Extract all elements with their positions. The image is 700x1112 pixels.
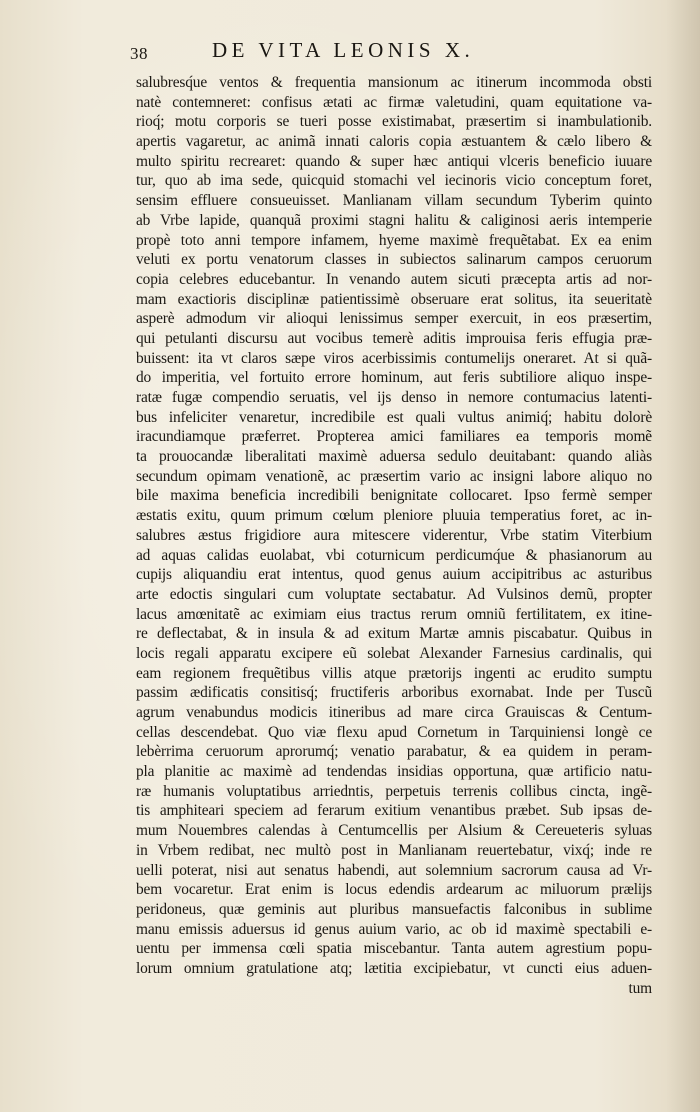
text-line: pla planitie ac maximè ad tendendas insidias opportuna, quæ artificio natu- <box>136 763 652 781</box>
text-line: cupijs aliquandiu erat intentus, quod genus auium accipitribus ac asturibus <box>136 566 652 584</box>
text-line: sensim effluere consueuisset. Manlianam villam secundum Tyberim quinto <box>136 192 652 210</box>
text-line: apertis vagaretur, ac animã innati caloris copia æstuantem & cælo libero & <box>136 133 652 151</box>
text-line: do imperitia, vel fortuito errore hominum, aut feris subtiliore aliquo inspe- <box>136 369 652 387</box>
text-line: ræ humanis voluptatibus arriedntis, perpetuis terrenis collibus cincta, ingẽ- <box>136 782 652 800</box>
text-line: tur, quo ab ima sede, quicquid stomachi vel iecinoris vicio conceptum foret, <box>136 172 652 190</box>
text-line: ad aquas calidas euolabat, vbi coturnicum perdicumq́ue & phasianorum au <box>136 546 652 564</box>
text-line: rioq́; motu corporis se tueri posse existimabat, præsertim si inambulationib. <box>136 113 652 131</box>
text-line: natè contemneret: confisus ætati ac firmæ valetudini, quam equitatione va- <box>136 93 652 111</box>
text-line: re deflectabat, & in insula & ad exitum Martæ amnis piscabatur. Quibus in <box>136 625 652 643</box>
text-line: iracundiamque præferret. Propterea amici familiares ea temporis momẽ <box>136 428 652 446</box>
text-line: agrum venabundus modicis itineribus ad mare circa Grauiscas & Centum- <box>136 704 652 721</box>
text-line: lorum omnium gratulatione atq; lætitia excipiebatur, vt cuncti eius aduen- <box>136 959 652 977</box>
text-line: bem vocaretur. Erat enim is locus edendis ardearum ac miluorum prælijs <box>136 881 652 899</box>
text-line: ratæ fugæ compendio seruatis, vel ijs denso in nemore contumacius latenti- <box>136 389 652 406</box>
text-line: mum Nouembres calendas à Centumcellis per Alsium & Cereueteris syluas <box>136 822 652 840</box>
text-line: ab Vrbe lapide, quanquã proximi stagni halitu & caliginosi aeris intemperie <box>136 211 652 229</box>
text-line: æstatis exitu, quum primum cœlum pleniore pluuia temperatius foret, ac in- <box>136 507 652 525</box>
page-number: 38 <box>130 44 148 63</box>
text-line: ta prouocandæ liberalitati maximè aduersa sedulo deuitabant: quando aliàs <box>136 448 652 466</box>
text-line: salubres æstus frigidiore aura mitescere viderentur, Vrbe statim Viterbium <box>136 526 652 544</box>
text-line: peridoneus, quæ geminis aut pluribus mansuefactis falconibus in sublime <box>136 900 652 918</box>
text-line: salubresq́ue ventos & frequentia mansionum ac itinerum incommoda obsti <box>136 74 652 91</box>
text-line: mam exactioris disciplinæ patientissimè obseruare erat solitus, ita seueritatè <box>136 290 652 308</box>
text-line: eam regionem frequẽtibus villis atque prætorijs ingenti ac erudito sumptu <box>136 664 652 682</box>
text-line: uelli poterat, nisi aut senatus habendi, aut solemnium sacrorum causa ad Vr- <box>136 861 652 879</box>
text-line: qui petulanti discursu aut vocibus temerè aditis improuisa feris effugia præ- <box>136 329 652 347</box>
text-line: secundum opimam venationẽ, ac præsertim vario ac insigni labore aliquo no <box>136 467 652 485</box>
text-line: cellas descendebat. Quo viæ flexu apud Cornetum in Tarquiniensi longè ce <box>136 723 652 741</box>
text-line: manu emissis aduersus id genus auium vario, ac ob id maximè spectabili e- <box>136 920 652 938</box>
body-text <box>136 73 652 998</box>
catchword: tum <box>628 979 652 997</box>
text-line: lebèrrima ceruorum aprorumq́; venatio parabatur, & ea quidem in peram- <box>136 743 652 761</box>
text-line: lacus amœnitatẽ ac eximiam eius tractus rerum omniũ fertilitatem, ex itine- <box>136 605 652 623</box>
text-line: tis amphiteari speciem ad ferarum exitium venantibus præbet. Sub ipsas de- <box>136 802 652 820</box>
page-gutter-shadow <box>666 0 700 1112</box>
text-line: passim ædificatis consitisq́; fructiferis arboribus exornabat. Inde per Tuscũ <box>136 684 652 702</box>
text-line: veluti ex portu venatorum classes in subiectos salinarum campos ceruorum <box>136 251 652 269</box>
text-line: in Vrbem redibat, nec multò post in Manlianam reuertebatur, vixq́; inde re <box>136 841 652 859</box>
text-line: locis regali apparatu excipere eũ solebat Alexander Farnesius cardinalis, qui <box>136 644 652 662</box>
text-line: arte edoctis singulari cum voluptate sectabatur. Ad Vulsinos demũ, propter <box>136 585 652 603</box>
text-line: uentu per immensa cœli spatia miscebantur. Tanta autem agrestium popu- <box>136 940 652 958</box>
running-title: DE VITA LEONIS X. <box>212 38 475 62</box>
text-line: asperè admodum vir alioqui lenissimus semper exercuit, in eos præsertim, <box>136 310 652 328</box>
text-line: buissent: ita vt claros sæpe viros acerbissimis contumelijs oneraret. At si quã- <box>136 349 652 367</box>
text-line: propè toto anni tempore infamem, hyeme maximè frequẽtabat. Ex ea enim <box>136 231 652 249</box>
text-line: bus infeliciter venaretur, incredibile est quali vultus animiq́; habitu dolorè <box>136 408 652 426</box>
text-line: bile maxima beneficia incredibili benignitate collocaret. Ipso fermè semper <box>136 487 652 505</box>
text-line: multo spiritu recrearet: quando & super hæc antiqui vlceris beneficio iuuare <box>136 152 652 170</box>
text-line: copia celebres educebantur. In venando autem sicuti præcepta artis ad nor- <box>136 270 652 288</box>
